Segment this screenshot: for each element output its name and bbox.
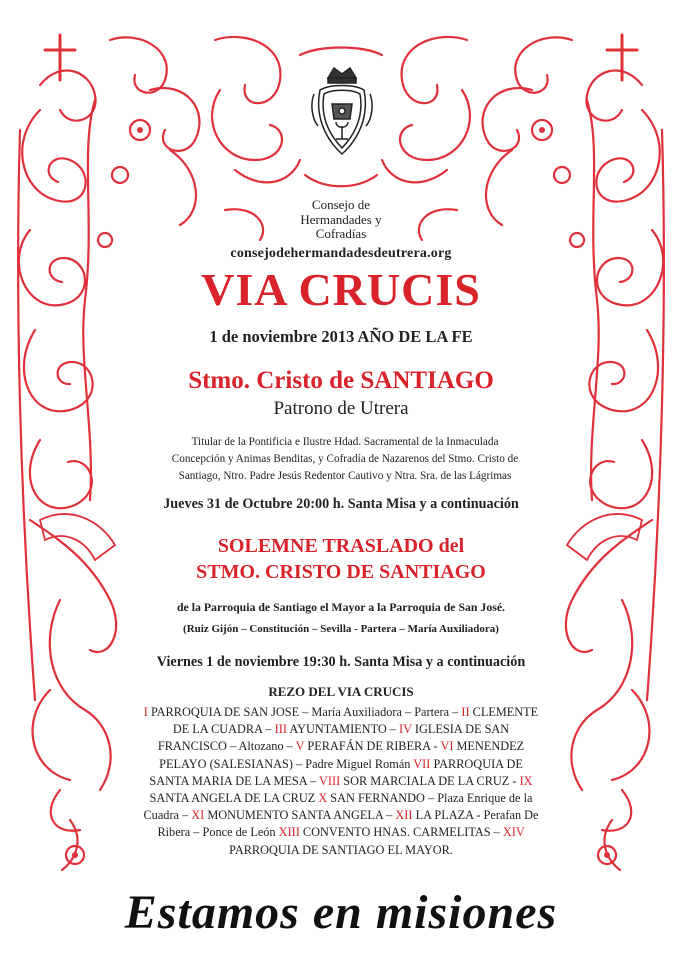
council-line-3: Cofradías (315, 226, 367, 241)
image-subtitle: Patrono de Utrera (273, 398, 409, 419)
image-title: Stmo. Cristo de SANTIAGO (188, 367, 494, 394)
stations-heading: REZO DEL VIA CRUCIS (268, 684, 414, 699)
transfer-line-1: SOLEMNE TRASLADO del (217, 535, 465, 557)
station-text: SAN FERNANDO – Plaza Enrique de la Cuadra – (143, 791, 533, 823)
station-text: PERAFÁN DE RIBERA - (307, 739, 438, 754)
station-number: VIII (319, 773, 341, 788)
station-number: VI (440, 739, 454, 754)
station-number: V (295, 739, 305, 754)
main-title: VIA CRUCIS (201, 264, 481, 315)
station-number: VII (413, 756, 431, 771)
brotherhood-description (150, 434, 540, 485)
stations-list (140, 704, 542, 859)
station-number: III (274, 722, 287, 737)
council-line-1: Consejo de (311, 197, 371, 212)
station-text: SANTA ANGELA DE LA CRUZ (149, 791, 316, 806)
council-name (241, 198, 441, 242)
description-line-3: Santiago, Ntro. Padre Jesús Redentor Cautivo y Ntra. Sra. de las Lágrimas (178, 470, 512, 482)
description-line-1: Titular de la Pontificia e Ilustre Hdad. Sacramental de la Inmaculada (191, 436, 499, 448)
transfer-title (120, 533, 562, 585)
description-line-2: Concepción y Animas Benditas, y Cofradía de Nazarenos del Stmo. Cristo de (171, 453, 519, 465)
station-text: MENENDEZ PELAYO (SALESIANAS) – Padre Miguel Román (159, 739, 525, 771)
station-number: IX (519, 773, 533, 788)
station-text: CLEMENTE DE LA CUADRA – (172, 705, 539, 737)
slogan: Estamos en misiones (124, 886, 558, 939)
station-text: PARROQUIA DE SAN JOSE – María Auxiliadora – Partera – (150, 705, 459, 719)
station-text: IGLESIA DE SAN FRANCISCO – Altozano – (157, 722, 510, 754)
station-number: I (143, 705, 148, 719)
station-text: PARROQUIA DE SANTA MARIA DE LA MESA – (149, 756, 523, 788)
station-number: XIII (278, 825, 300, 840)
date-line: 1 de noviembre 2013 AÑO DE LA FE (209, 327, 473, 346)
station-text: SOR MARCIALA DE LA CRUZ - (343, 773, 517, 788)
station-text: PARROQUIA DE SANTIAGO EL MAYOR. (229, 842, 453, 857)
station-number: IV (399, 722, 412, 737)
station-number: XIV (502, 825, 525, 840)
transfer-line-2: STMO. CRISTO DE SANTIAGO (196, 561, 486, 583)
station-text: AYUNTAMIENTO – (289, 722, 396, 737)
station-number: X (318, 791, 328, 806)
station-number: XI (191, 808, 205, 823)
station-number: XII (395, 808, 413, 823)
friday-schedule: Viernes 1 de noviembre 19:30 h. Santa Misa y a continuación (156, 654, 526, 670)
brotherhood-crest-icon (306, 64, 378, 160)
council-line-2: Hermandades y (300, 211, 382, 227)
council-website: consejodehermandadesdeutrera.org (230, 246, 452, 261)
station-number: II (461, 705, 470, 719)
station-text: CONVENTO HNAS. CARMELITAS – (302, 825, 500, 840)
transfer-route: de la Parroquia de Santiago el Mayor a la Parroquia de San José. (176, 600, 506, 614)
transfer-streets: (Ruiz Gijón – Constitución – Sevilla - Partera – María Auxiliadora) (183, 623, 499, 635)
station-text: MONUMENTO SANTA ANGELA – (207, 808, 393, 823)
thursday-schedule: Jueves 31 de Octubre 20:00 h. Santa Misa y a continuación (163, 496, 519, 512)
station-text: LA PLAZA - Perafan De Ribera – Ponce de León (157, 808, 539, 840)
